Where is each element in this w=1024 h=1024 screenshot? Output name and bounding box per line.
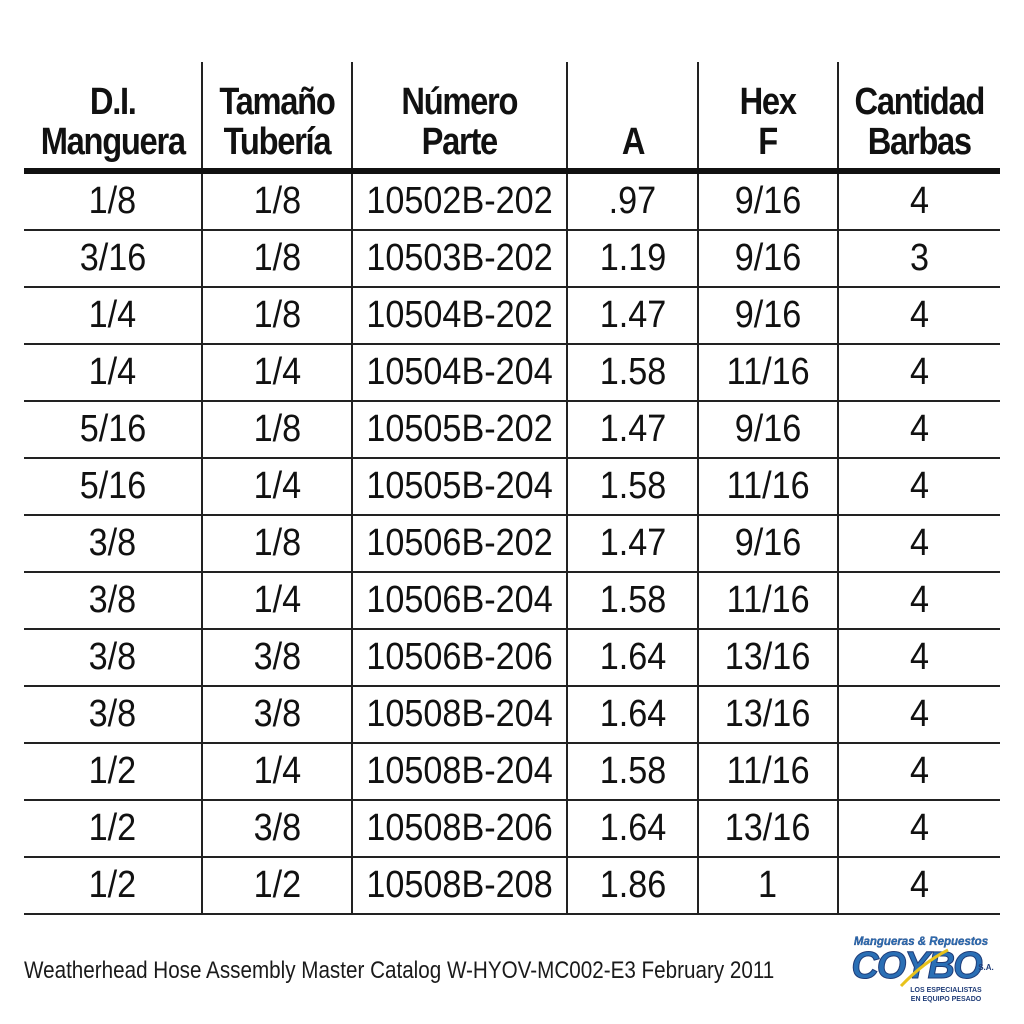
cell-value: 1/4 [88,351,137,393]
cell-value: 1/4 [253,579,301,621]
cell-value: 1/2 [88,864,137,906]
cell-hose-id [24,171,202,230]
cell-value: 10503B-202 [366,237,553,279]
cell-barb-count [838,515,1000,572]
cell-value: 4 [909,807,930,849]
cell-part-number [352,857,567,914]
cell-value: 1.47 [599,408,666,450]
cell-pipe-size [202,230,352,287]
cell-pipe-size [202,800,352,857]
cell-barb-count [838,857,1000,914]
column-header-part-number [352,62,567,171]
cell-hex-f [698,743,838,800]
cell-hex-f [698,515,838,572]
logo-suffix-text: S.A. [978,963,994,972]
table-row [24,515,1000,572]
logo-brand-text: COYBO [851,945,981,987]
table-row [24,171,1000,230]
cell-hose-id [24,686,202,743]
cell-value: 1.47 [599,294,666,336]
cell-hex-f [698,287,838,344]
cell-barb-count [838,800,1000,857]
cell-hose-id [24,344,202,401]
cell-value: 4 [909,351,930,393]
cell-pipe-size [202,857,352,914]
cell-value: 11/16 [726,579,810,621]
cell-value: 1/2 [88,750,137,792]
cell-value: 10505B-204 [366,465,553,507]
cell-part-number [352,401,567,458]
table-row [24,230,1000,287]
cell-part-number [352,800,567,857]
cell-hose-id [24,857,202,914]
column-header-line: F [758,121,778,163]
cell-value: 10508B-206 [366,807,553,849]
cell-pipe-size [202,743,352,800]
cell-value: .97 [608,180,657,222]
cell-value: 11/16 [726,351,810,393]
cell-value: 10508B-204 [366,750,553,792]
cell-value: 10505B-202 [366,408,553,450]
cell-value: 4 [909,636,930,678]
cell-value: 1.64 [599,636,666,678]
table-row [24,458,1000,515]
cell-value: 4 [909,864,930,906]
cell-dimension-a [567,629,698,686]
table-row [24,800,1000,857]
cell-hex-f [698,230,838,287]
logo-top-text: Mangueras & Repuestos [853,936,989,948]
cell-barb-count [838,287,1000,344]
cell-value: 4 [909,180,930,222]
cell-value: 4 [909,693,930,735]
cell-hex-f [698,458,838,515]
cell-barb-count [838,743,1000,800]
column-header-dimension-a [567,62,698,171]
cell-barb-count [838,686,1000,743]
column-header-pipe-size [202,62,352,171]
cell-dimension-a [567,401,698,458]
cell-part-number [352,230,567,287]
cell-value: 1.47 [599,522,666,564]
cell-pipe-size [202,287,352,344]
cell-value: 1/8 [253,294,301,336]
column-header-line: Tamaño [219,81,335,123]
table-row [24,743,1000,800]
cell-barb-count [838,401,1000,458]
cell-dimension-a [567,857,698,914]
cell-hex-f [698,686,838,743]
cell-value: 1/4 [88,294,137,336]
cell-part-number [352,629,567,686]
column-header-line: Número [401,81,518,123]
table-row [24,401,1000,458]
cell-hex-f [698,629,838,686]
cell-hose-id [24,800,202,857]
cell-value: 1.64 [599,807,666,849]
cell-part-number [352,287,567,344]
cell-value: 1.19 [599,237,666,279]
cell-hose-id [24,401,202,458]
catalog-caption: Weatherhead Hose Assembly Master Catalog W-HYOV-MC002-E3 February 2011 [24,957,775,984]
cell-value: 1.58 [599,351,666,393]
cell-pipe-size [202,572,352,629]
column-header-line: D.I. [89,81,136,123]
cell-dimension-a [567,230,698,287]
column-header-line: Hex [739,81,797,123]
cell-hex-f [698,344,838,401]
cell-value: 1/4 [253,465,301,507]
cell-pipe-size [202,171,352,230]
cell-value: 3/8 [88,522,137,564]
column-header-barb-count [838,62,1000,171]
cell-value: 10504B-202 [366,294,553,336]
cell-part-number [352,572,567,629]
cell-value: 1/8 [253,522,301,564]
cell-hose-id [24,515,202,572]
cell-hose-id [24,629,202,686]
cell-part-number [352,458,567,515]
table-row [24,629,1000,686]
cell-dimension-a [567,287,698,344]
cell-dimension-a [567,458,698,515]
cell-value: 9/16 [734,294,802,336]
cell-value: 3/8 [253,636,301,678]
cell-value: 1.58 [599,579,666,621]
column-header-hex-f [698,62,838,171]
cell-value: 4 [909,408,930,450]
cell-part-number [352,743,567,800]
cell-hex-f [698,572,838,629]
cell-dimension-a [567,800,698,857]
column-header-line: Tubería [223,121,331,163]
cell-value: 1/4 [253,750,301,792]
cell-value: 4 [909,294,930,336]
column-header-line [621,82,643,122]
cell-value: 3/8 [88,636,137,678]
cell-value: 9/16 [734,522,802,564]
cell-part-number [352,171,567,230]
table-row [24,572,1000,629]
table-row [24,287,1000,344]
cell-value: 1.58 [599,465,666,507]
table-row [24,344,1000,401]
cell-value: 4 [909,522,930,564]
cell-value: 13/16 [725,636,811,678]
cell-value: 1.86 [599,864,666,906]
cell-value: 1.58 [599,750,666,792]
cell-value: 3/8 [88,693,137,735]
cell-hex-f [698,171,838,230]
cell-value: 13/16 [725,693,811,735]
cell-pipe-size [202,458,352,515]
logo-tagline-1: LOS ESPECIALISTAS [910,987,982,994]
cell-hose-id [24,458,202,515]
cell-dimension-a [567,686,698,743]
cell-dimension-a [567,344,698,401]
cell-value: 4 [909,579,930,621]
cell-barb-count [838,458,1000,515]
cell-value: 10504B-204 [366,351,553,393]
cell-value: 4 [909,750,930,792]
cell-value: 11/16 [726,750,810,792]
table-row [24,686,1000,743]
cell-value: 10508B-208 [366,864,553,906]
cell-part-number [352,515,567,572]
cell-dimension-a [567,515,698,572]
cell-hose-id [24,572,202,629]
cell-value: 1/8 [253,237,301,279]
cell-barb-count [838,629,1000,686]
cell-value: 10502B-202 [366,180,553,222]
cell-part-number [352,344,567,401]
cell-value: 3/16 [79,237,146,279]
cell-pipe-size [202,344,352,401]
coybo-logo [846,932,996,1012]
cell-barb-count [838,344,1000,401]
cell-hex-f [698,401,838,458]
cell-value: 3/8 [88,579,137,621]
cell-pipe-size [202,515,352,572]
cell-hex-f [698,857,838,914]
parts-table [24,62,1000,915]
cell-part-number [352,686,567,743]
column-header-line: Parte [421,121,498,163]
header-row [24,62,1000,171]
cell-pipe-size [202,629,352,686]
cell-value: 1 [758,864,778,906]
cell-value: 1/4 [253,351,301,393]
cell-hex-f [698,800,838,857]
cell-hose-id [24,743,202,800]
cell-dimension-a [567,171,698,230]
cell-dimension-a [567,572,698,629]
column-header-line: Cantidad [854,81,985,123]
cell-dimension-a [567,743,698,800]
cell-hose-id [24,287,202,344]
table-header [24,62,1000,171]
cell-barb-count [838,230,1000,287]
cell-value: 3 [909,237,930,279]
cell-barb-count [838,171,1000,230]
cell-value: 10506B-204 [366,579,553,621]
cell-value: 13/16 [725,807,811,849]
cell-pipe-size [202,686,352,743]
cell-barb-count [838,572,1000,629]
column-header-line: A [621,121,644,163]
cell-value: 10506B-206 [366,636,553,678]
column-header-line: Manguera [40,121,185,163]
cell-value: 3/8 [253,693,301,735]
column-header-hose-id [24,62,202,171]
cell-value: 1.64 [599,693,666,735]
column-header-line: Barbas [867,121,972,163]
cell-value: 9/16 [734,408,802,450]
cell-value: 11/16 [726,465,810,507]
cell-value: 1/2 [88,807,137,849]
cell-value: 1/8 [253,408,301,450]
cell-value: 10508B-204 [366,693,553,735]
cell-value: 5/16 [79,465,146,507]
cell-value: 9/16 [734,237,802,279]
cell-hose-id [24,230,202,287]
cell-value: 10506B-202 [366,522,553,564]
cell-value: 1/8 [88,180,137,222]
table-row [24,857,1000,914]
table-body [24,171,1000,914]
logo-tagline-2: EN EQUIPO PESADO [910,996,982,1003]
cell-value: 9/16 [734,180,802,222]
cell-value: 1/8 [253,180,301,222]
cell-value: 3/8 [253,807,301,849]
cell-pipe-size [202,401,352,458]
parts-table-container [24,62,1000,915]
cell-value: 1/2 [253,864,301,906]
cell-value: 5/16 [79,408,146,450]
cell-value: 4 [909,465,930,507]
